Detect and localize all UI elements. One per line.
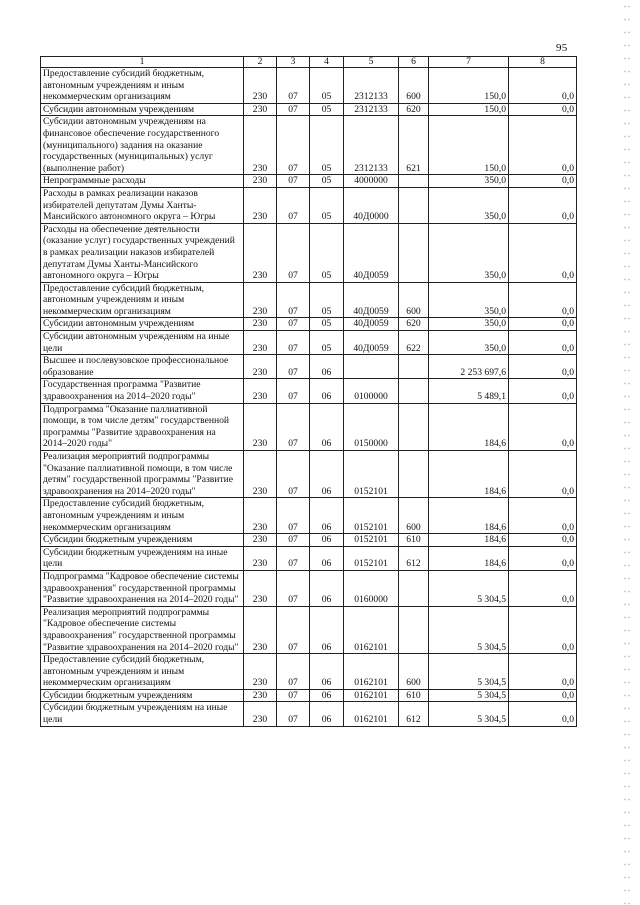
table-row	[41, 606, 577, 653]
page-number: 95	[556, 42, 568, 54]
row-expense-type-cell	[399, 451, 429, 498]
row-section-cell: 07	[277, 403, 310, 450]
row-change-cell: 0,0	[509, 403, 577, 450]
table-row	[41, 403, 577, 450]
row-section-cell: 07	[277, 570, 310, 606]
table-row	[41, 318, 577, 331]
row-code-cell: 230	[244, 379, 277, 403]
row-code-cell: 230	[244, 282, 277, 318]
row-change-cell: 0,0	[509, 689, 577, 702]
row-code-cell: 230	[244, 355, 277, 379]
row-name-cell: Предоставление субсидий бюджетным, автономным учреждениям и иным некоммерческим организациям	[41, 68, 244, 104]
scan-edge-dots	[623, 0, 631, 905]
row-target-article-cell: 40Д0000	[344, 187, 399, 223]
row-subsection-cell: 06	[310, 689, 344, 702]
table-row	[41, 331, 577, 355]
row-subsection-cell: 05	[310, 187, 344, 223]
row-code-cell: 230	[244, 68, 277, 104]
row-name-cell: Субсидии бюджетным учреждениям	[41, 689, 244, 702]
row-subsection-cell: 06	[310, 546, 344, 570]
row-section-cell: 07	[277, 355, 310, 379]
row-change-cell: 0,0	[509, 451, 577, 498]
table-row	[41, 175, 577, 188]
row-amount-cell: 5 304,5	[429, 702, 509, 726]
row-target-article-cell: 0162101	[344, 702, 399, 726]
table-row	[41, 116, 577, 175]
row-name-cell: Расходы на обеспечение деятельности (оказание услуг) государственных учреждений в рамках реализации наказов избирателей депутатам Думы Ханты-Мансийского автономного округа – Югры	[41, 223, 244, 282]
row-expense-type-cell	[399, 175, 429, 188]
row-name-cell: Субсидии автономным учреждениям	[41, 103, 244, 116]
row-subsection-cell: 06	[310, 498, 344, 534]
row-amount-cell: 184,6	[429, 403, 509, 450]
row-name-cell: Непрограммные расходы	[41, 175, 244, 188]
row-name-cell: Субсидии бюджетным учреждениям на иные цели	[41, 702, 244, 726]
row-amount-cell: 350,0	[429, 282, 509, 318]
row-subsection-cell: 05	[310, 318, 344, 331]
row-subsection-cell: 06	[310, 654, 344, 690]
row-target-article-cell: 0152101	[344, 498, 399, 534]
row-section-cell: 07	[277, 282, 310, 318]
row-target-article-cell: 0100000	[344, 379, 399, 403]
table-header-row	[41, 57, 577, 68]
row-name-cell: Предоставление субсидий бюджетным, автономным учреждениям и иным некоммерческим организациям	[41, 498, 244, 534]
row-expense-type-cell	[399, 403, 429, 450]
row-name-cell: Субсидии автономным учреждениям	[41, 318, 244, 331]
row-subsection-cell: 06	[310, 403, 344, 450]
row-expense-type-cell	[399, 379, 429, 403]
table-row	[41, 546, 577, 570]
row-code-cell: 230	[244, 318, 277, 331]
row-name-cell: Подпрограмма "Оказание паллиативной помощи, в том числе детям" государственной программы "Развитие здравоохранения на 2014–2020 годы"	[41, 403, 244, 450]
row-code-cell: 230	[244, 689, 277, 702]
row-change-cell: 0,0	[509, 546, 577, 570]
row-expense-type-cell: 600	[399, 654, 429, 690]
row-amount-cell: 5 304,5	[429, 606, 509, 653]
row-target-article-cell: 40Д0059	[344, 223, 399, 282]
row-subsection-cell: 06	[310, 702, 344, 726]
row-expense-type-cell: 620	[399, 318, 429, 331]
column-header: 7	[429, 57, 509, 68]
row-change-cell: 0,0	[509, 654, 577, 690]
row-amount-cell: 5 304,5	[429, 654, 509, 690]
row-expense-type-cell: 600	[399, 498, 429, 534]
row-change-cell: 0,0	[509, 534, 577, 547]
row-name-cell: Подпрограмма "Кадровое обеспечение системы здравоохранения" государственной программы "Развитие здравоохранения на 2014–2020 годы"	[41, 570, 244, 606]
column-header: 4	[310, 57, 344, 68]
row-expense-type-cell	[399, 355, 429, 379]
row-change-cell: 0,0	[509, 187, 577, 223]
row-section-cell: 07	[277, 546, 310, 570]
row-target-article-cell: 0152101	[344, 534, 399, 547]
row-change-cell: 0,0	[509, 223, 577, 282]
row-target-article-cell: 4000000	[344, 175, 399, 188]
column-header: 2	[244, 57, 277, 68]
row-section-cell: 07	[277, 534, 310, 547]
row-amount-cell: 5 304,5	[429, 570, 509, 606]
row-amount-cell: 350,0	[429, 223, 509, 282]
row-expense-type-cell	[399, 223, 429, 282]
table-body	[41, 68, 577, 727]
table-row	[41, 702, 577, 726]
row-change-cell: 0,0	[509, 103, 577, 116]
table-row	[41, 355, 577, 379]
row-section-cell: 07	[277, 318, 310, 331]
row-subsection-cell: 05	[310, 331, 344, 355]
row-subsection-cell: 06	[310, 534, 344, 547]
row-amount-cell: 350,0	[429, 175, 509, 188]
row-section-cell: 07	[277, 331, 310, 355]
row-change-cell: 0,0	[509, 68, 577, 104]
row-subsection-cell: 05	[310, 175, 344, 188]
row-subsection-cell: 06	[310, 355, 344, 379]
row-code-cell: 230	[244, 546, 277, 570]
row-section-cell: 07	[277, 702, 310, 726]
row-section-cell: 07	[277, 606, 310, 653]
row-expense-type-cell: 622	[399, 331, 429, 355]
row-amount-cell: 5 489,1	[429, 379, 509, 403]
row-subsection-cell: 06	[310, 606, 344, 653]
row-expense-type-cell	[399, 570, 429, 606]
row-target-article-cell: 0162101	[344, 654, 399, 690]
row-expense-type-cell: 610	[399, 689, 429, 702]
row-code-cell: 230	[244, 403, 277, 450]
row-name-cell: Субсидии автономным учреждениям на финансовое обеспечение государственного (муниципального) задания на оказание государственных (муниципальных) услуг (выполнение работ)	[41, 116, 244, 175]
row-amount-cell: 150,0	[429, 68, 509, 104]
table-row	[41, 570, 577, 606]
row-code-cell: 230	[244, 498, 277, 534]
row-amount-cell: 150,0	[429, 103, 509, 116]
row-change-cell: 0,0	[509, 282, 577, 318]
table-row	[41, 223, 577, 282]
row-code-cell: 230	[244, 103, 277, 116]
row-name-cell: Предоставление субсидий бюджетным, автономным учреждениям и иным некоммерческим организациям	[41, 282, 244, 318]
row-expense-type-cell: 621	[399, 116, 429, 175]
row-section-cell: 07	[277, 187, 310, 223]
row-target-article-cell: 40Д0059	[344, 331, 399, 355]
row-amount-cell: 2 253 697,6	[429, 355, 509, 379]
row-code-cell: 230	[244, 116, 277, 175]
row-change-cell: 0,0	[509, 570, 577, 606]
row-subsection-cell: 05	[310, 103, 344, 116]
row-section-cell: 07	[277, 451, 310, 498]
row-subsection-cell: 05	[310, 282, 344, 318]
row-code-cell: 230	[244, 187, 277, 223]
row-expense-type-cell: 620	[399, 103, 429, 116]
row-code-cell: 230	[244, 570, 277, 606]
row-code-cell: 230	[244, 451, 277, 498]
row-code-cell: 230	[244, 223, 277, 282]
row-amount-cell: 184,6	[429, 534, 509, 547]
table-row	[41, 534, 577, 547]
row-subsection-cell: 05	[310, 68, 344, 104]
column-header: 1	[41, 57, 244, 68]
row-section-cell: 07	[277, 116, 310, 175]
table-row	[41, 379, 577, 403]
row-code-cell: 230	[244, 654, 277, 690]
row-change-cell: 0,0	[509, 498, 577, 534]
row-amount-cell: 184,6	[429, 498, 509, 534]
row-amount-cell: 350,0	[429, 187, 509, 223]
row-change-cell: 0,0	[509, 702, 577, 726]
row-name-cell: Субсидии бюджетным учреждениям	[41, 534, 244, 547]
row-section-cell: 07	[277, 175, 310, 188]
row-section-cell: 07	[277, 379, 310, 403]
row-name-cell: Государственная программа "Развитие здравоохранения на 2014–2020 годы"	[41, 379, 244, 403]
row-amount-cell: 350,0	[429, 318, 509, 331]
row-section-cell: 07	[277, 223, 310, 282]
row-expense-type-cell: 610	[399, 534, 429, 547]
row-change-cell: 0,0	[509, 116, 577, 175]
row-expense-type-cell: 600	[399, 282, 429, 318]
row-amount-cell: 184,6	[429, 451, 509, 498]
row-expense-type-cell: 612	[399, 702, 429, 726]
table-row	[41, 654, 577, 690]
row-name-cell: Расходы в рамках реализации наказов избирателей депутатам Думы Ханты-Мансийского автономного округа – Югры	[41, 187, 244, 223]
row-code-cell: 230	[244, 175, 277, 188]
table-row	[41, 68, 577, 104]
table-row	[41, 498, 577, 534]
row-target-article-cell: 2312133	[344, 103, 399, 116]
row-subsection-cell: 06	[310, 451, 344, 498]
row-section-cell: 07	[277, 68, 310, 104]
row-change-cell: 0,0	[509, 355, 577, 379]
budget-table	[40, 56, 577, 727]
row-amount-cell: 5 304,5	[429, 689, 509, 702]
table-row	[41, 103, 577, 116]
column-header: 6	[399, 57, 429, 68]
row-code-cell: 230	[244, 534, 277, 547]
row-target-article-cell: 2312133	[344, 68, 399, 104]
row-name-cell: Высшее и послевузовское профессиональное образование	[41, 355, 244, 379]
row-section-cell: 07	[277, 654, 310, 690]
table-row	[41, 689, 577, 702]
row-change-cell: 0,0	[509, 318, 577, 331]
column-header: 8	[509, 57, 577, 68]
row-target-article-cell: 0150000	[344, 403, 399, 450]
row-change-cell: 0,0	[509, 606, 577, 653]
row-section-cell: 07	[277, 689, 310, 702]
row-name-cell: Предоставление субсидий бюджетным, автономным учреждениям и иным некоммерческим организациям	[41, 654, 244, 690]
row-change-cell: 0,0	[509, 175, 577, 188]
row-amount-cell: 350,0	[429, 331, 509, 355]
row-subsection-cell: 06	[310, 570, 344, 606]
row-expense-type-cell	[399, 187, 429, 223]
table-row	[41, 187, 577, 223]
row-target-article-cell: 0162101	[344, 689, 399, 702]
row-amount-cell: 184,6	[429, 546, 509, 570]
row-target-article-cell: 2312133	[344, 116, 399, 175]
row-target-article-cell: 0152101	[344, 546, 399, 570]
row-name-cell: Реализация мероприятий подпрограммы "Оказание паллиативной помощи, в том числе детям" государственной программы "Развитие здравоохранения на 2014–2020 годы"	[41, 451, 244, 498]
row-subsection-cell: 05	[310, 116, 344, 175]
row-target-article-cell: 0152101	[344, 451, 399, 498]
row-name-cell: Реализация мероприятий подпрограммы "Кадровое обеспечение системы здравоохранения" государственной программы "Развитие здравоохранения на 2014–2020 годы"	[41, 606, 244, 653]
row-change-cell: 0,0	[509, 379, 577, 403]
row-target-article-cell: 40Д0059	[344, 282, 399, 318]
row-section-cell: 07	[277, 103, 310, 116]
row-subsection-cell: 06	[310, 379, 344, 403]
row-change-cell: 0,0	[509, 331, 577, 355]
row-code-cell: 230	[244, 606, 277, 653]
row-subsection-cell: 05	[310, 223, 344, 282]
table-row	[41, 451, 577, 498]
row-code-cell: 230	[244, 331, 277, 355]
row-target-article-cell: 0162101	[344, 606, 399, 653]
row-target-article-cell	[344, 355, 399, 379]
row-name-cell: Субсидии бюджетным учреждениям на иные цели	[41, 546, 244, 570]
row-target-article-cell: 40Д0059	[344, 318, 399, 331]
column-header: 3	[277, 57, 310, 68]
table-row	[41, 282, 577, 318]
row-expense-type-cell: 600	[399, 68, 429, 104]
row-section-cell: 07	[277, 498, 310, 534]
column-header: 5	[344, 57, 399, 68]
row-expense-type-cell: 612	[399, 546, 429, 570]
row-code-cell: 230	[244, 702, 277, 726]
row-expense-type-cell	[399, 606, 429, 653]
row-name-cell: Субсидии автономным учреждениям на иные цели	[41, 331, 244, 355]
row-target-article-cell: 0160000	[344, 570, 399, 606]
row-amount-cell: 150,0	[429, 116, 509, 175]
